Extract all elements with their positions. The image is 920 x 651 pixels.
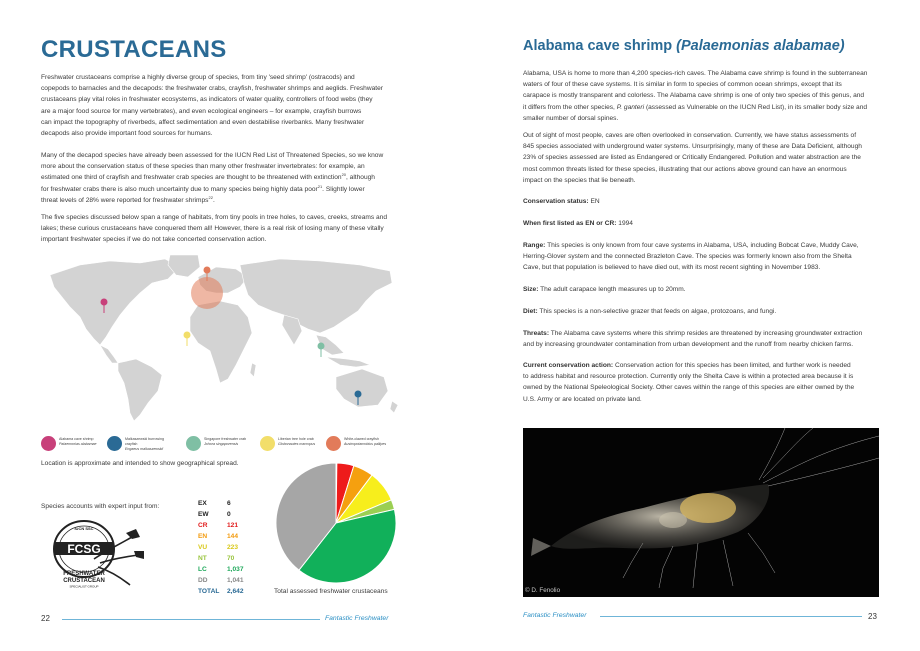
fcsg-logo	[40, 515, 150, 595]
page-number-left: 22	[41, 614, 50, 623]
logo-top-text: IUCN SSC	[74, 526, 94, 531]
threats-section: Threats: The Alabama cave systems where this shrimp resides are threatened by increasing groundwater extraction and by increasing groundwater contamination from urban development and the runoff from nearby chicken farms.	[523, 330, 863, 349]
south-america	[118, 359, 162, 421]
page-number-right: 23	[868, 612, 877, 621]
text-line: smaller number of dorsal spines.	[523, 114, 619, 122]
asia	[240, 259, 392, 333]
new-zealand	[390, 401, 398, 413]
text-line: more about the conservation status of these species than many other freshwater invertebrates: for example, an	[41, 163, 365, 171]
intro-paragraph	[41, 72, 401, 139]
text-line: it differs from the other species, P. ganteri (assessed as Vulnerable on the IUCN Red List), in its smaller body size and	[523, 103, 868, 111]
text-line: impact on the species that lie beneath.	[523, 176, 636, 184]
text-line: 23% of species assessed are listed as Endangered or Critically Endangered. Pollution and water abstraction are the	[523, 154, 861, 162]
text-line: for freshwater crabs there is also much uncertainty due to many species being highly data poor$^{21}$. Slightly lower	[41, 183, 365, 193]
conservation-status: Conservation status: EN	[523, 198, 600, 205]
size-section: Size: The adult carapace length measures up to 20mm.	[523, 286, 686, 293]
footer-magazine-right: Fantastic Freshwater	[523, 612, 587, 619]
text-line: copepods to barnacles and the decapods: the freshwater crabs, crayfish, freshwater shrimps and aeglids. Freshwater	[41, 85, 383, 93]
range-section: Range: This species is only known from four cave systems in Alabama, USA, including Bobcat Cave, Muddy Cave, Herring-Glover system and the connected Brazleton Cave. The species was formerly known also from the Shelta Cave, but that population is believed to have died out, with its most recent sighting in November 1983.	[523, 242, 859, 272]
text-line: The five species discussed below span a range of habitats, from tiny pools in tree holes, to caves, creeks, streams and	[41, 214, 387, 221]
text-line: Many of the decapod species have already been assessed for the IUCN Red List of Threatened Species, so we know	[41, 152, 384, 159]
text-line: are a major food source for many vertebrates), and even ecological engineers – for example, crayfish burrows	[41, 107, 362, 115]
north-america	[50, 259, 180, 345]
page-title: CRUSTACEANS	[41, 36, 227, 63]
text-line: can impact the topography of riverbeds, affect sedimentation and even destabilise riverbanks. Many freshwater	[41, 118, 365, 126]
liberian-tree-hole-crab-pin	[184, 332, 191, 347]
text-line: estimated one third of crayfish and freshwater crab species are thought to be threatened with extinction$^{20}$, although	[41, 172, 375, 182]
pie-chart	[271, 460, 401, 586]
logo-crustacean-text: CRUSTACEAN	[63, 578, 105, 584]
logo-specialist-text: SPECIALIST GROUP	[69, 584, 99, 589]
decapod-paragraph	[41, 150, 401, 206]
text-line: Out of sight of most people, caves are often overlooked in conservation. Currently, we have status assessments of	[523, 132, 857, 139]
footer-rule	[62, 619, 320, 620]
central-america	[100, 345, 118, 363]
action-section: Current conservation action: Conservation action for this species has been limited, and further work is needed to address habitat and resource protection. Currently only the Shelta Cave is within a protected area because it is owned by the National Speleological Society. Other caves within the range of this species are either owned by the U.S. Army or are located on private land.	[523, 362, 855, 403]
text-line: Alabama, USA is home to more than 4,200 species-rich caves. The Alabama cave shrimp is found in the subterranean	[523, 70, 868, 77]
first-listed: When first listed as EN or CR: 1994	[523, 220, 633, 227]
expert-text: Species accounts with expert input from:	[41, 503, 160, 510]
text-line: important freshwater species if we do not take concerted conservation action.	[41, 236, 267, 244]
text-line: most common threats listed for these species, illustrating that our actions above ground can have an enormous	[523, 165, 847, 173]
world-map	[40, 253, 400, 423]
logo-freshwater-text: FRESHWATER	[63, 571, 105, 577]
diet-section: Diet: This species is a non-selective grazer that feeds on algae, protozoans, and fungi.	[523, 308, 777, 315]
footer-rule	[600, 616, 862, 617]
text-line: carapace is mostly transparent and colorless. The Alabama cave shrimp is one of only two species of this genus, and	[523, 92, 865, 100]
africa	[190, 301, 252, 383]
text-line: Freshwater crustaceans comprise a highly diverse group of species, from tiny 'seed shrimp' (ostracods) and	[41, 74, 355, 81]
logo-main-text: FCSG	[67, 542, 101, 556]
shrimp-illustration	[523, 428, 879, 597]
photo-credit: © D. Fenolio	[525, 587, 561, 594]
species-intro	[523, 68, 883, 124]
shrimp-photo	[523, 428, 879, 597]
footer-magazine-left: Fantastic Freshwater	[325, 615, 389, 622]
madagascar	[250, 363, 256, 377]
caves-paragraph	[523, 130, 883, 186]
white-clawed-crayfish-range	[191, 277, 223, 309]
indonesia	[326, 357, 370, 367]
australia	[336, 369, 388, 407]
text-line: lakes; these curious crustaceans have conquered them all! However, there is a real risk of losing many of these vitally	[41, 225, 384, 233]
species-paragraph	[41, 212, 401, 246]
text-line: crustaceans play vital roles in freshwater ecosystems, as indicators of water quality, controllers of food webs (they	[41, 96, 373, 104]
text-line: waters of four of these cave systems. It is similar in form to species of common ocean shrimps, except that its	[523, 81, 842, 89]
text-line: threat levels of 28% were reported for freshwater shrimps$^{22}$.	[41, 194, 215, 204]
species-title: Alabama cave shrimp (Palaemonias alabamae)	[523, 38, 845, 54]
text-line: 845 species associated with underground water systems. Unsurprisingly, many of these are Data Deficient, although	[523, 143, 862, 151]
map-note: Location is approximate and intended to show geographical spread.	[41, 460, 239, 467]
text-line: decapods also provide important food sources for humans.	[41, 130, 213, 138]
pie-caption: Total assessed freshwater crustaceans	[274, 588, 388, 595]
